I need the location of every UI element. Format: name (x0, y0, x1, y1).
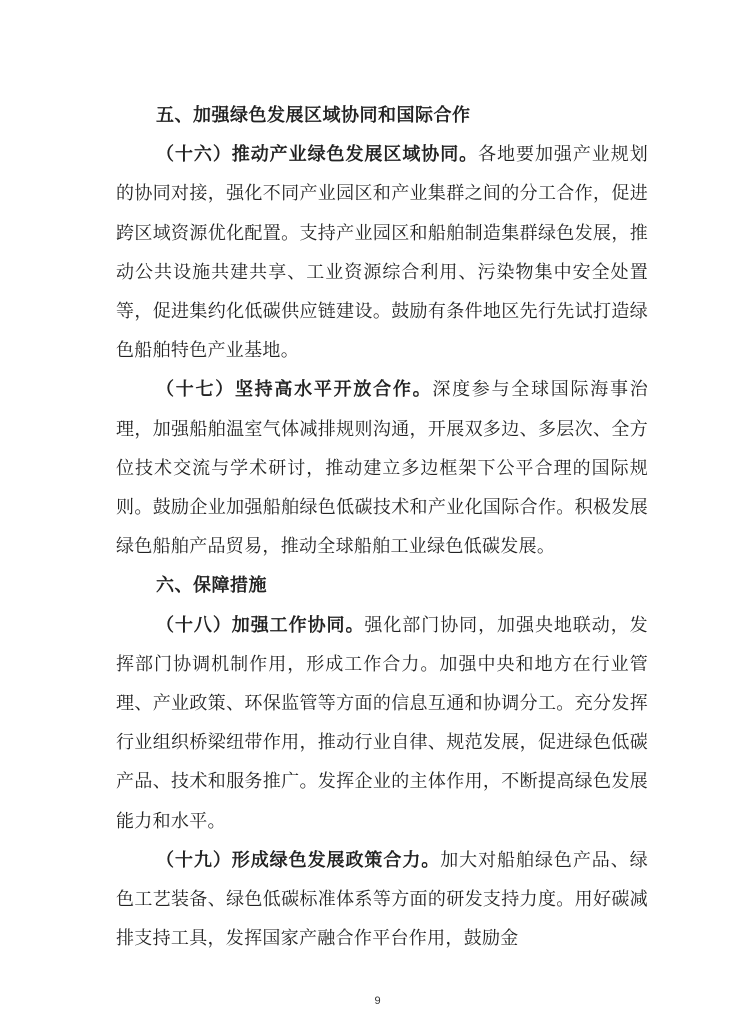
paragraph-18 (116, 606, 648, 841)
page-number: 9 (374, 995, 381, 1007)
paragraph-16-lead: （十六）推动产业绿色发展区域协同。 (156, 144, 479, 166)
paragraph-19-lead: （十九）形成绿色发展政策合力。 (156, 849, 441, 871)
paragraph-16-text: 各地要加强产业规划的协同对接，强化不同产业园区和产业集群之间的分工合作，促进跨区域资源优化配置。支持产业园区和船舶制造集群绿色发展，推动公共设施共建共享、工业资源综合利用、污染物集中安全处置等，促进集约化低碳供应链建设。鼓励有条件地区先行先试打造绿色船舶特色产业基地。 (116, 144, 648, 362)
paragraph-19 (116, 841, 648, 959)
paragraph-19-text: 加大对船舶绿色产品、绿色工艺装备、绿色低碳标准体系等方面的研发支持力度。用好碳减排支持工具，发挥国家产融合作平台作用，鼓励金 (116, 849, 648, 950)
document-body (116, 96, 648, 958)
section-heading-5: 五、加强绿色发展区域协同和国际合作 (156, 105, 471, 126)
paragraph-17-lead: （十七）坚持高水平开放合作。 (156, 379, 433, 401)
section-heading-6: 六、保障措施 (156, 575, 267, 597)
paragraph-16 (116, 135, 648, 370)
paragraph-17 (116, 370, 648, 566)
paragraph-18-text: 强化部门协同，加强央地联动，发挥部门协调机制作用，形成工作合力。加强中央和地方在行业管理、产业政策、环保监管等方面的信息互通和协调分工。充分发挥行业组织桥梁纽带作用，推动行业自律、规范发展，促进绿色低碳产品、技术和服务推广。发挥企业的主体作用，不断提高绿色发展能力和水平。 (116, 614, 648, 832)
paragraph-18-lead: （十八）加强工作协同。 (156, 614, 365, 636)
paragraph-17-text: 深度参与全球国际海事治理，加强船舶温室气体减排规则沟通，开展双多边、多层次、全方位技术交流与学术研讨，推动建立多边框架下公平合理的国际规则。鼓励企业加强船舶绿色低碳技术和产业化国际合作。积极发展绿色船舶产品贸易，推动全球船舶工业绿色低碳发展。 (116, 379, 648, 558)
